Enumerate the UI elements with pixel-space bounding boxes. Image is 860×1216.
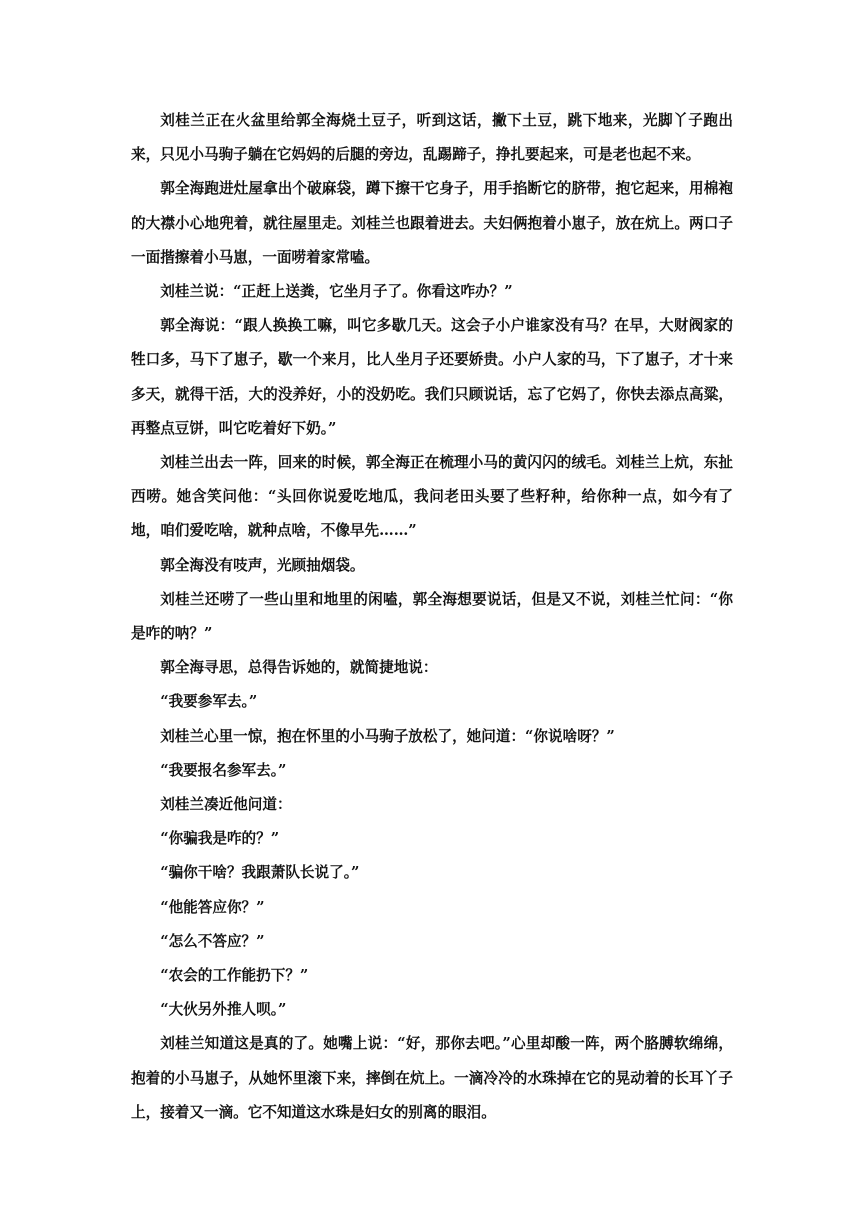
paragraph: 刘桂兰凑近他问道：: [160, 796, 292, 814]
dialogue-line: “大伙另外推人呗。”: [160, 1001, 287, 1019]
dialogue-line: “骗你干啥？我跟萧队长说了。”: [160, 864, 360, 882]
paragraph: 刘桂兰知道这是真的了。她嘴上说：“好，那你去吧。”心里却酸一阵，两个胳膊软绵绵，抱着的小马崽子，从她怀里滚下来，摔倒在炕上。一滴冷冷的水珠掉在它的晃动着的长耳丫子上，接着又一滴。它不知道这水珠是妇女的别离的眼泪。: [131, 1035, 733, 1121]
dialogue-line: “你骗我是咋的？”: [160, 830, 280, 848]
paragraph: 刘桂兰正在火盆里给郭全海烧土豆子，听到这话，撇下土豆，跳下地来，光脚丫子跑出来，只见小马驹子躺在它妈妈的后腿的旁边，乱踢蹄子，挣扎要起来，可是老也起不来。: [131, 112, 733, 164]
paragraph: 郭全海跑进灶屋拿出个破麻袋，蹲下擦干它身子，用手掐断它的脐带，抱它起来，用棉袍的大襟小心地兜着，就往屋里走。刘桂兰也跟着进去。夫妇俩抱着小崽子，放在炕上。两口子一面揩擦着小马崽，一面唠着家常嗑。: [131, 180, 733, 266]
paragraph: 郭全海没有吱声，光顾抽烟袋。: [160, 556, 365, 574]
dialogue-line: “怎么不答应？”: [160, 932, 265, 950]
dialogue-line: “我要参军去。”: [160, 693, 258, 711]
paragraph: 郭全海寻思，总得告诉她的，就简捷地说：: [160, 659, 438, 677]
dialogue-line: “我要报名参军去。”: [160, 761, 287, 779]
paragraph: 刘桂兰说：“正赶上送粪，它坐月子了。你看这咋办？”: [160, 283, 513, 301]
paragraph: 郭全海说：“跟人换换工嘛，叫它多歇几天。这会子小户谁家没有马？在早，大财阀家的牲口多，马下了崽子，歇一个来月，比人坐月子还要娇贵。小户人家的马，下了崽子，才十来多天，就得干活，大的没养好，小的没奶吃。我们只顾说话，忘了它妈了，你快去添点高粱，再整点豆饼，叫它吃着好下奶。”: [131, 317, 733, 437]
story-text: [131, 104, 733, 1130]
dialogue-line: “他能答应你？”: [160, 898, 265, 916]
dialogue-line: “农会的工作能扔下？”: [160, 967, 309, 985]
paragraph: 刘桂兰心里一惊，抱在怀里的小马驹子放松了，她问道：“你说啥呀？”: [160, 727, 615, 745]
paragraph: 刘桂兰还唠了一些山里和地里的闲嗑，郭全海想要说话，但是又不说，刘桂兰忙问：“你是咋的呐？”: [131, 590, 733, 643]
paragraph: 刘桂兰出去一阵，回来的时候，郭全海正在梳理小马的黄闪闪的绒毛。刘桂兰上炕，东扯西唠。她含笑问他：“头回你说爱吃地瓜，我问老田头要了些籽种，给你种一点，如今有了地，咱们爱吃啥，就种点啥，不像早先……”: [131, 454, 733, 540]
